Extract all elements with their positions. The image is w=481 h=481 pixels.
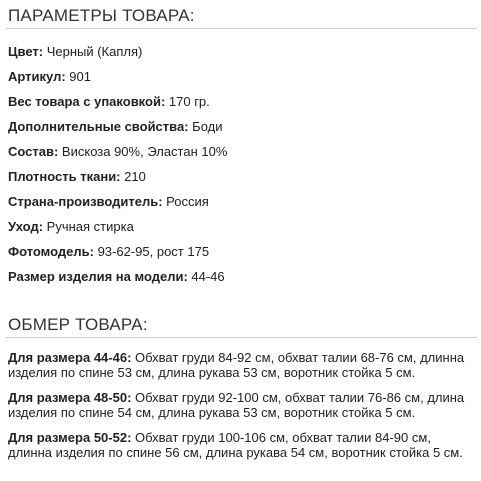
measurement-label: Для размера 50-52: [8, 430, 132, 445]
param-fabric-density [8, 164, 481, 189]
param-weight [8, 89, 481, 114]
param-value: 44-46 [187, 269, 225, 284]
measurement-label: Для размера 48-50: [8, 390, 132, 405]
param-label: Вес товара с упаковкой: [8, 94, 166, 109]
measurement-size-44-46 [8, 350, 474, 380]
param-value: Вискоза 90%, Эластан 10% [58, 144, 228, 159]
param-model [8, 239, 481, 264]
param-label: Дополнительные свойства: [8, 119, 189, 134]
param-label: Плотность ткани: [8, 169, 121, 184]
param-value: Черный (Капля) [43, 44, 143, 59]
param-label: Фотомодель: [8, 244, 94, 259]
measurement-value: Обхват груди 92-100 см, обхват талии 76-86 см, длина изделия по спине 54 см, длина рукава 53 см, воротник стойка 5 см. [8, 390, 465, 420]
param-value: Боди [188, 119, 223, 134]
measurement-value: Обхват груди 84-92 см, обхват талии 68-76 см, длинна изделия по спине 53 см, длина рукава 53 см, воротник стойка 5 см. [8, 350, 465, 380]
param-value: 901 [65, 69, 91, 84]
param-value: 93-62-95, рост 175 [93, 244, 210, 259]
params-heading: ПАРАМЕТРЫ ТОВАРА: [6, 6, 477, 29]
param-value: 170 гр. [165, 94, 210, 109]
product-details [0, 6, 481, 481]
param-care [8, 214, 481, 239]
param-country [8, 189, 481, 214]
param-label: Страна-производитель: [8, 194, 163, 209]
measurement-label: Для размера 44-46: [8, 350, 132, 365]
param-label: Цвет: [8, 44, 44, 59]
param-value: Ручная стирка [43, 219, 134, 234]
param-composition [8, 139, 481, 164]
param-value: 210 [120, 169, 146, 184]
param-extra-properties [8, 114, 481, 139]
measurement-value: Обхват груди 100-106 см, обхват талии 84-90 см, длинна изделия по спине 56 см, длина рукава 54 см, воротник стойка 5 см. [8, 430, 463, 460]
measurement-size-50-52 [8, 430, 474, 460]
param-color [8, 39, 481, 64]
param-label: Артикул: [8, 69, 66, 84]
param-value: Россия [162, 194, 209, 209]
param-model-size [8, 264, 481, 289]
measurement-size-48-50 [8, 390, 474, 420]
param-label: Уход: [8, 219, 44, 234]
param-article [8, 64, 481, 89]
measurements-list [6, 350, 481, 460]
param-label: Размер изделия на модели: [8, 269, 188, 284]
param-label: Состав: [8, 144, 59, 159]
measurements-heading: ОБМЕР ТОВАРА: [6, 315, 477, 338]
params-list [6, 39, 481, 289]
